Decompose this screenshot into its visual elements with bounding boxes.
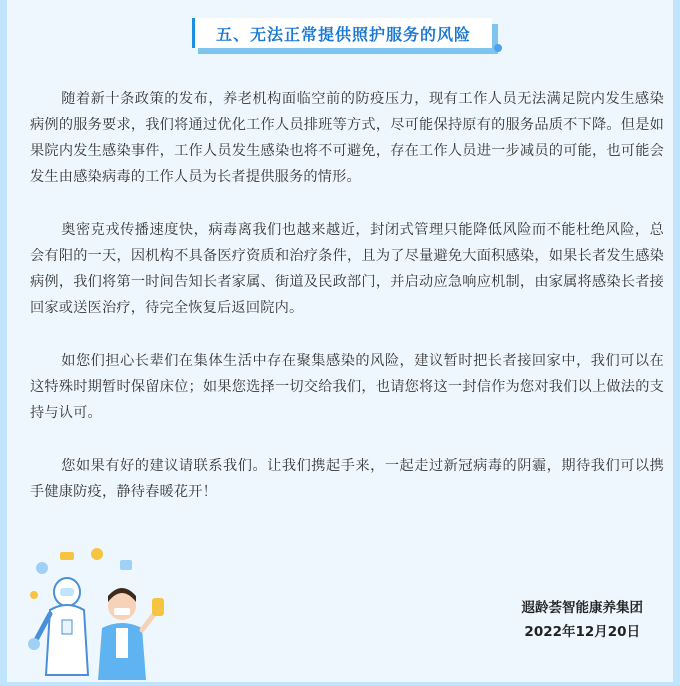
paragraph: 奥密克戎传播速度快，病毒离我们也越来越近，封闭式管理只能降低风险而不能杜绝风险，总会有阳的一天，因机构不具备医疗资质和治疗条件，且为了尽量避免大面积感染，如果长者发生感染病例，我们将第一时间告知长者家属、街道及民政部门，并启动应急响应机制，由家属将感染长者接回家或送医治疗，待完全恢复后返回院内。 — [30, 222, 664, 316]
heading-box — [192, 18, 492, 48]
signature-block — [522, 596, 644, 644]
right-border — [673, 0, 680, 682]
organization-name: 遐龄荟智能康养集团 — [521, 600, 643, 616]
paragraph: 随着新十条政策的发布，养老机构面临空前的防疫压力，现有工作人员无法满足院内发生感染病例的服务要求，我们将通过优化工作人员排班等方式，尽可能保持原有的服务品质不下降。但是如果院内发生感染事件，工作人员发生感染也将不可避免，存在工作人员进一步减员的可能，也可能会发生由感染病毒的工作人员为长者提供服务的情形。 — [30, 91, 664, 185]
signature-date: 2022年12月20日 — [524, 624, 641, 640]
section-title: 五、无法正常提供照护服务的风险 — [215, 24, 471, 44]
heading-dot-icon — [494, 44, 502, 52]
letter-panel — [7, 0, 673, 682]
medical-workers-icon — [22, 540, 172, 682]
paragraph: 如您们担心长辈们在集体生活中存在聚集感染的风险，建议暂时把长者接回家中，我们可以在这特殊时期暂时保留床位；如果您选择一切交给我们，也请您将这一封信作为您对我们以上做法的支持与认可。 — [30, 353, 664, 421]
paragraph: 您如果有好的建议请联系我们。让我们携起手来，一起走过新冠病毒的阴霾，期待我们可以携手健康防疫，静待春暖花开！ — [30, 458, 664, 500]
letter-body — [30, 86, 664, 532]
left-border — [0, 0, 7, 682]
section-heading — [192, 18, 502, 56]
